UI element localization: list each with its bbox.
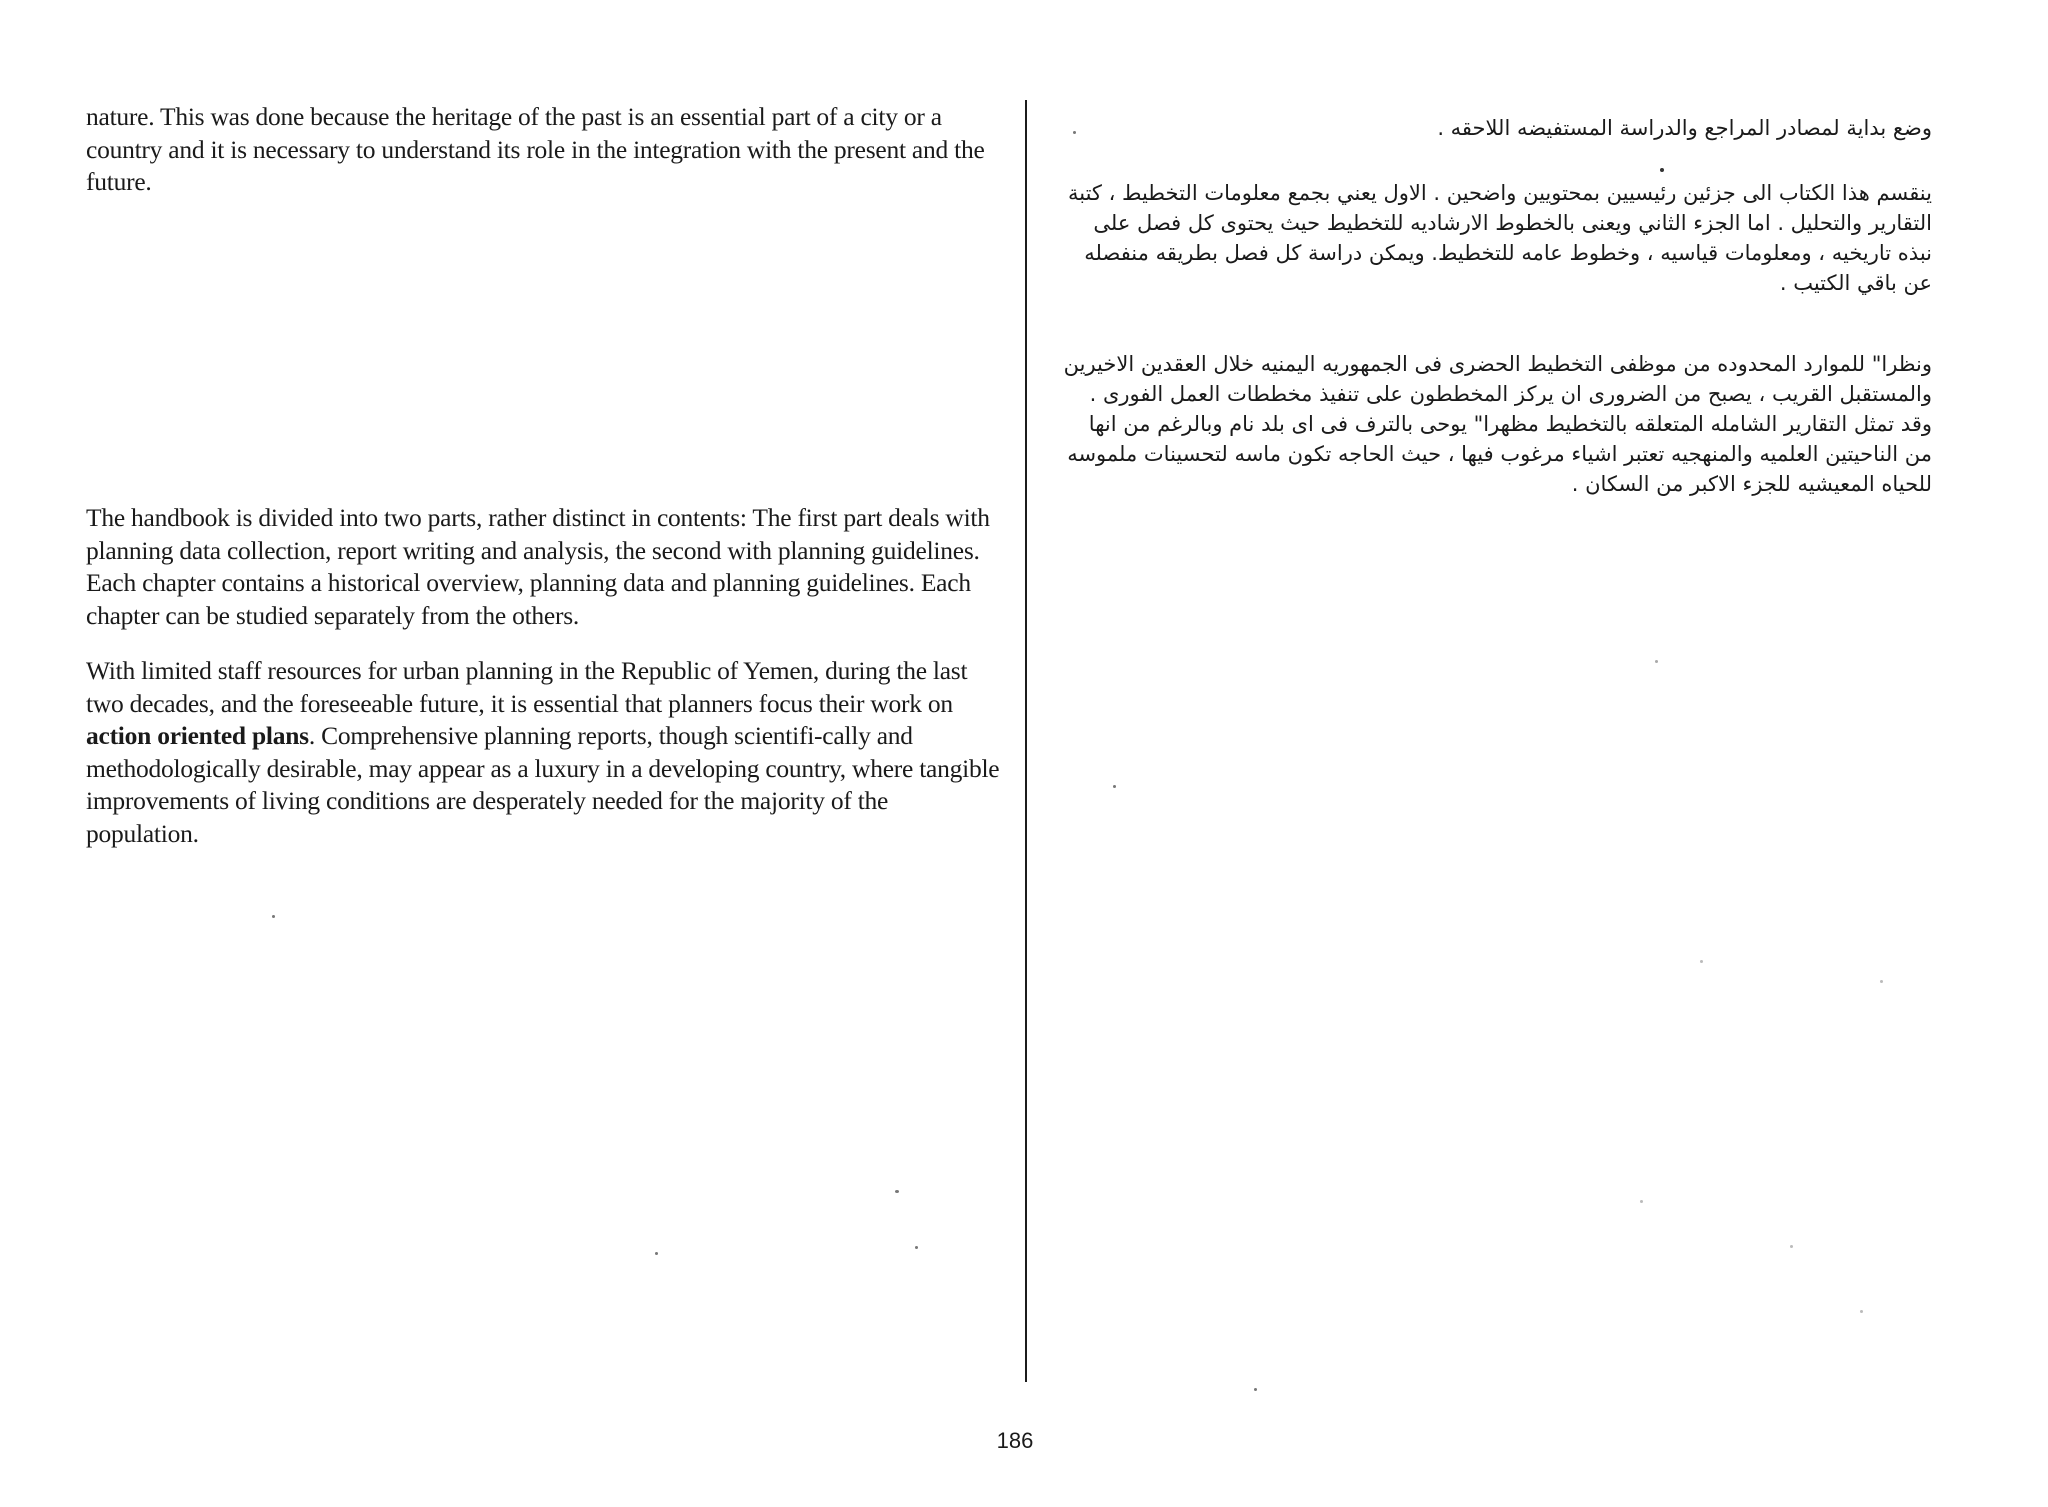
right-paragraph-references: وضع بداية لمصادر المراجع والدراسة المستفيضه اللاحقه .	[1437, 116, 1932, 140]
scan-speck	[1655, 660, 1658, 663]
scan-speck	[272, 915, 275, 918]
scan-speck	[1254, 1388, 1257, 1391]
scan-speck	[1700, 960, 1703, 963]
page-number: 186	[996, 1428, 1034, 1453]
left-paragraph-action-plans-end: . Comprehensive planning reports, though scientifi-cally and methodologically desirable, may appear as a luxury in a developing country, where tangible improvements of living conditions are desperately needed for the majority of the population.	[86, 721, 1000, 848]
left-paragraph-handbook-parts: The handbook is divided into two parts, rather distinct in contents: The first part deals with planning data collection, report writing and analysis, the second with planning guidelines. Each chapter contains a historical overview, planning data and planning guidelines. Each chapter can be studied separately from the others.	[86, 503, 990, 630]
column-divider	[1025, 100, 1027, 1382]
scan-speck	[915, 1246, 918, 1249]
scan-speck	[1113, 785, 1116, 788]
scan-speck	[655, 1252, 658, 1255]
action-oriented-plans-bold: action oriented plans	[86, 721, 309, 751]
scan-speck	[1790, 1245, 1793, 1248]
left-paragraph-action-plans	[86, 655, 1004, 851]
right-paragraph-handbook-parts: ينقسم هذا الكتاب الى جزئين رئيسيين بمحتويين واضحين . الاول يعني بجمع معلومات التخطيط ، كتبة التقارير والتحليل . اما الجزء الثاني ويعنى بالخطوط الارشاديه للتخطيط حيث يحتوى كل فصل على نبذه تاريخيه ، ومعلومات قياسيه ، وخطوط عامه للتخطيط. ويمكن دراسة كل فصل بطريقه منفصله عن باقي الكتيب .	[1067, 181, 1932, 295]
scan-speck	[1073, 131, 1076, 134]
left-paragraph-action-plans-start: With limited staff resources for urban planning in the Republic of Yemen, during the last two decades, and the foreseeable future, it is essential that planners focus their work on	[86, 656, 968, 718]
scan-speck	[1880, 980, 1883, 983]
left-paragraph-heritage: nature. This was done because the heritage of the past is an essential part of a city or a country and it is necessary to understand its role in the integration with the present and the future.	[86, 102, 985, 197]
scan-speck	[1860, 1310, 1863, 1313]
scan-speck	[1640, 1200, 1643, 1203]
scan-speck	[1660, 168, 1664, 172]
scan-speck	[895, 1190, 899, 1193]
right-paragraph-action-plans: ونظرا" للموارد المحدوده من موظفى التخطيط الحضرى فى الجمهوريه اليمنيه خلال العقدين الاخيرين والمستقبل القريب ، يصبح من الضرورى ان يركز المخططون على تنفيذ مخططات العمل الفورى . وقد تمثل التقارير الشامله المتعلقه بالتخطيط مظهرا" يوحى بالترف فى اى بلد نام وبالرغم من انها من الناحيتين العلميه والمنهجيه تعتبر اشياء مرغوب فيها ، حيث الحاجه تكون ماسه لتحسينات ملموسه للحياه المعيشيه للجزء الاكبر من السكان .	[1063, 352, 1932, 496]
